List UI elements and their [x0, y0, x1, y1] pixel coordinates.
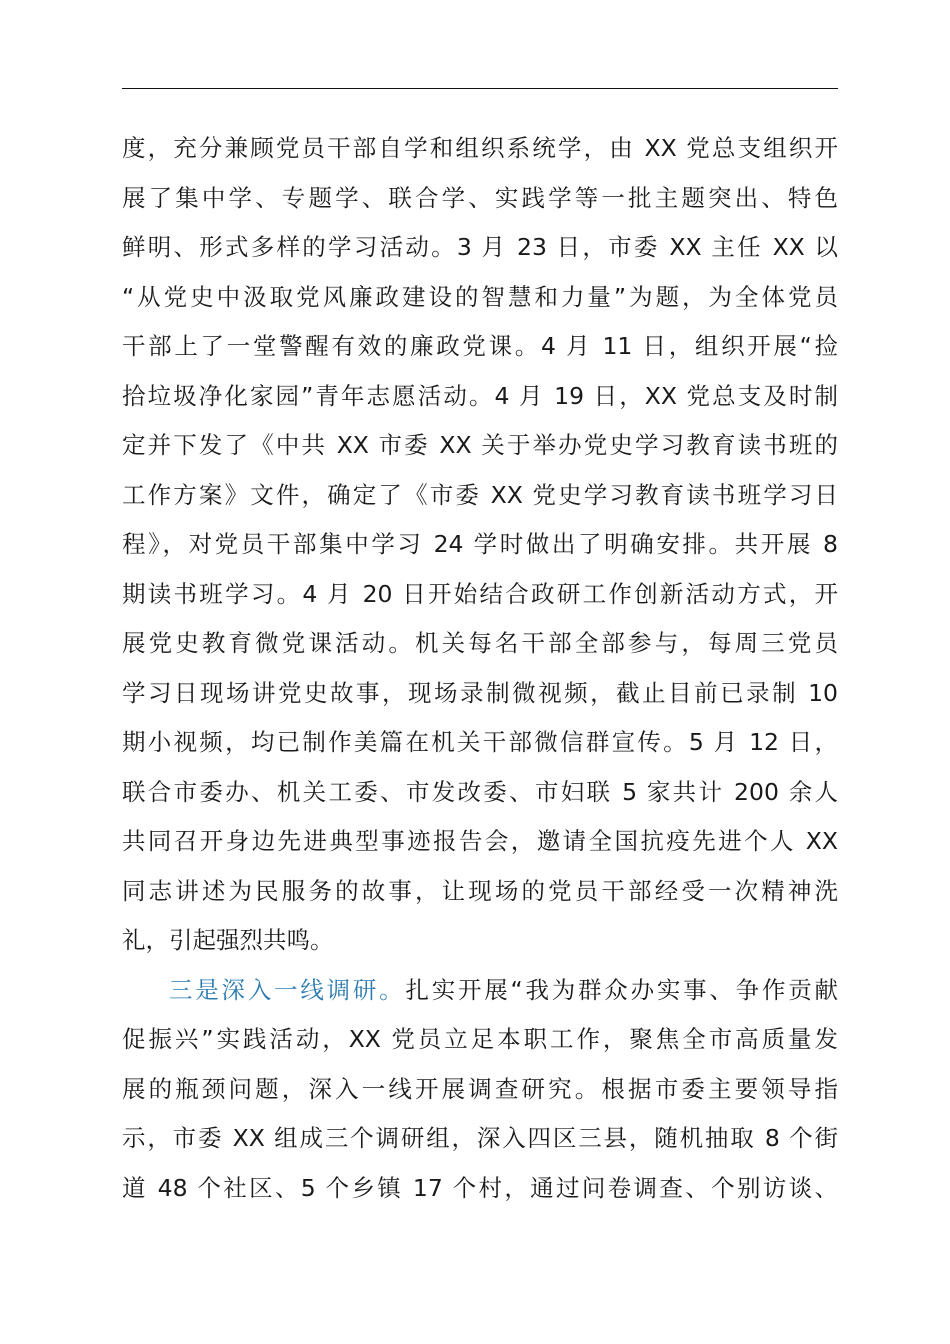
text-line: 礼，引起强烈共鸣。 — [122, 926, 334, 954]
text-line: 同志讲述为民服务的故事，让现场的党员干部经受一次精神洗 — [122, 876, 838, 905]
text-line: 示，市委 XX 组成三个调研组，深入四区三县，随机抽取 8 个街 — [122, 1124, 838, 1152]
paragraph-2 — [122, 966, 838, 1214]
text-line: 拾垃圾净化家园”青年志愿活动。4 月 19 日，XX 党总支及时制 — [122, 381, 838, 410]
header-rule — [122, 88, 838, 89]
text-line: 促振兴”实践活动，XX 党员立足本职工作，聚焦全市高质量发 — [122, 1025, 838, 1053]
text-line: 干部上了一堂警醒有效的廉政党课。4 月 11 日，组织开展“捡 — [122, 332, 838, 360]
heading-line-rest: 扎实开展“我为群众办实事、争作贡献 — [405, 975, 838, 1004]
text-line: 展党史教育微党课活动。机关每名干部全部参与，每周三党员 — [122, 629, 838, 657]
text-line: 期读书班学习。4 月 20 日开始结合政研工作创新活动方式，开 — [122, 579, 838, 608]
text-line: 程》，对党员干部集中学习 24 学时做出了明确安排。共开展 8 — [122, 530, 838, 558]
text-line: 定并下发了《中共 XX 市委 XX 关于举办党史学习教育读书班的 — [122, 431, 838, 459]
text-line: 共同召开身边先进典型事迹报告会，邀请全国抗疫先进个人 XX — [122, 827, 838, 855]
text-line: 鲜明、形式多样的学习活动。3 月 23 日，市委 XX 主任 XX 以 — [122, 233, 838, 261]
text-line: 学习日现场讲党史故事，现场录制微视频，截止目前已录制 10 — [122, 678, 838, 707]
paragraph-1 — [122, 124, 838, 966]
section-heading: 三是深入一线调研。 — [169, 975, 406, 1004]
text-line: 道 48 个社区、5 个乡镇 17 个村，通过问卷调查、个别访谈、 — [122, 1173, 838, 1202]
text-line — [122, 966, 838, 1016]
text-line: 展了集中学、专题学、联合学、实践学等一批主题突出、特色 — [122, 183, 838, 212]
text-line: 期小视频，均已制作美篇在机关干部微信群宣传。5 月 12 日， — [122, 728, 838, 756]
text-line: 联合市委办、机关工委、市发改委、市妇联 5 家共计 200 余人 — [122, 777, 838, 806]
document-body — [122, 124, 838, 1213]
text-line: 度，充分兼顾党员干部自学和组织系统学，由 XX 党总支组织开 — [122, 134, 838, 162]
text-line: “从党史中汲取党风廉政建设的智慧和力量”为题，为全体党员 — [122, 282, 838, 311]
text-line: 展的瓶颈问题，深入一线开展调查研究。根据市委主要领导指 — [122, 1074, 838, 1103]
text-line: 工作方案》文件，确定了《市委 XX 党史学习教育读书班学习日 — [122, 480, 838, 509]
